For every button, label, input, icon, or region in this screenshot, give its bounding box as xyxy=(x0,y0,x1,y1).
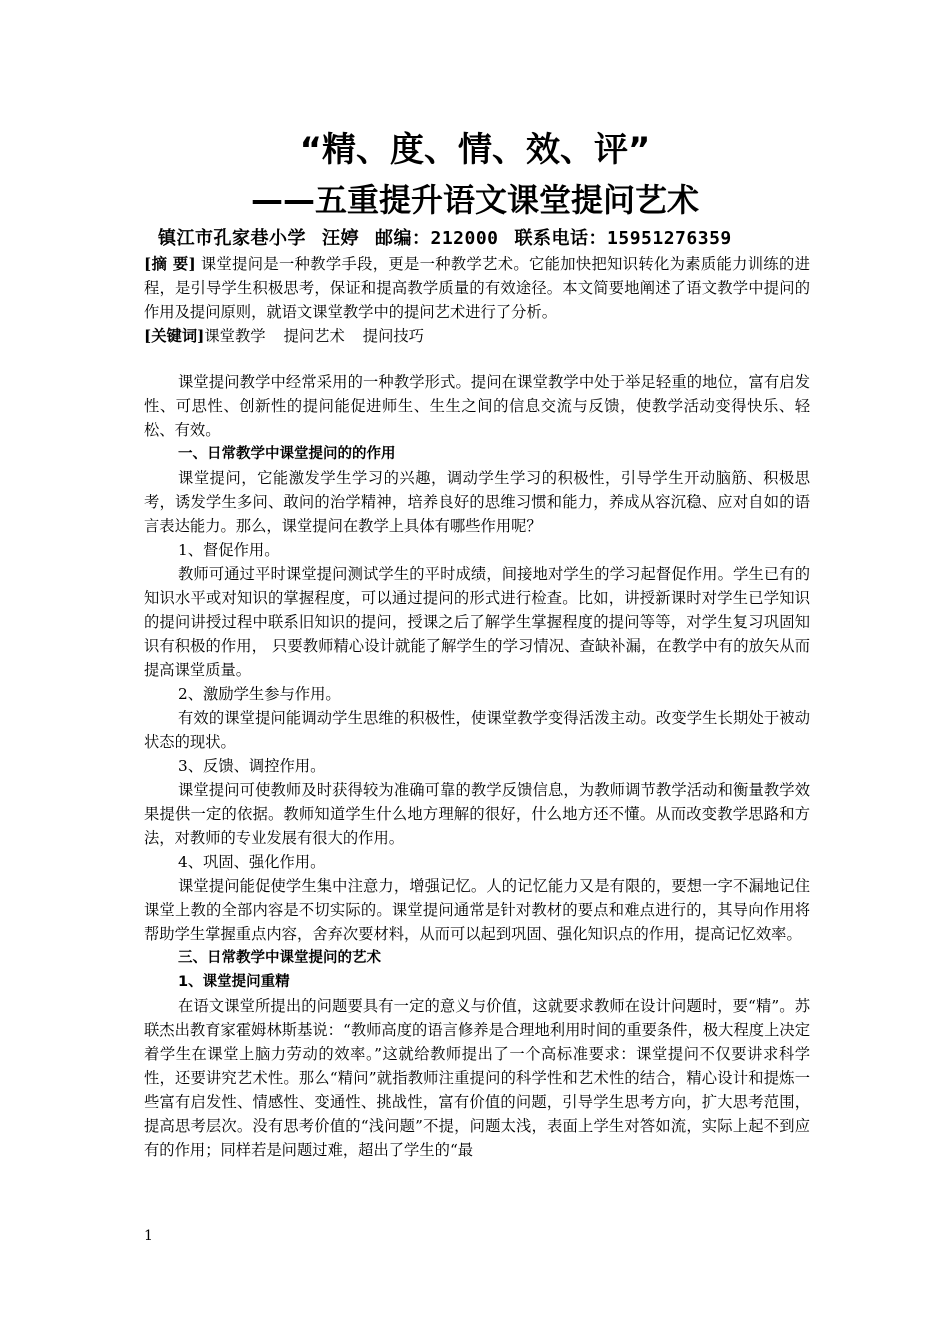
paragraph: 课堂提问可使教师及时获得较为准确可靠的教学反馈信息，为教师调节教学活动和衡量教学效果提供一定的依据。教师知道学生什么地方理解的很好，什么地方还不懂。从而改变教学思路和方法，对教师的专业发展有很大的作用。 xyxy=(144,781,810,847)
paragraph: 在语文课堂所提出的问题要具有一定的意义与价值，这就要求教师在设计问题时，要“精”。苏联杰出教育家霍姆林斯基说：“教师高度的语言修养是合理地利用时间的重要条件，极大程度上决定着学生在课堂上脑力劳动的效率。”这就给教师提出了一个高标准要求：课堂提问不仅要讲求科学性，还要讲究艺术性。那么“精问”就指教师注重提问的科学性和艺术性的结合，精心设计和提炼一些富有启发性、情感性、变通性、挑战性，富有价值的问题，引导学生思考方向，扩大思考范围，提高思考层次。没有思考价值的“浅问题”不提，问题太浅，表面上学生对答如流，实际上起不到应有的作用；同样若是问题过难，超出了学生的“最 xyxy=(144,997,810,1159)
item-title: 1、督促作用。 xyxy=(178,541,280,559)
page-number: 1 xyxy=(144,1228,153,1244)
paragraph: 有效的课堂提问能调动学生思维的积极性，使课堂教学变得活泼主动。改变学生长期处于被动状态的现状。 xyxy=(144,709,810,751)
abstract xyxy=(144,252,810,324)
keyword: 课堂教学 xyxy=(204,327,266,345)
document-body xyxy=(144,252,810,1162)
paragraph: 课堂提问能促使学生集中注意力，增强记忆。人的记忆能力又是有限的，要想一字不漏地记住课堂上教的全部内容是不切实际的。课堂提问通常是针对教材的要点和难点进行的，其导向作用将帮助学生掌握重点内容，舍弃次要材料，从而可以起到巩固、强化知识点的作用，提高记忆效率。 xyxy=(144,877,810,943)
author-school: 镇江市孔家巷小学 xyxy=(158,228,306,249)
keywords-label: [关键词] xyxy=(144,327,205,345)
item-title: 2、激励学生参与作用。 xyxy=(178,685,341,703)
item-title: 4、巩固、强化作用。 xyxy=(178,853,326,871)
keywords xyxy=(144,324,810,348)
document-title: “精、度、情、效、评” xyxy=(299,130,651,170)
intro-paragraph: 课堂提问教学中经常采用的一种教学形式。提问在课堂教学中处于举足轻重的地位，富有启发性、可思性、创新性的提问能促进师生、生生之间的信息交流与反馈，使教学活动变得快乐、轻松、有效。 xyxy=(144,373,810,439)
author-phone: 联系电话：15951276359 xyxy=(514,228,732,249)
keyword: 提问技巧 xyxy=(362,327,424,345)
abstract-label: [摘 要] xyxy=(144,255,196,273)
author-postcode: 邮编：212000 xyxy=(375,228,499,249)
section-heading: 一、日常教学中课堂提问的的作用 xyxy=(178,446,396,462)
document-subtitle: ——五重提升语文课堂提问艺术 xyxy=(250,181,699,219)
paragraph: 教师可通过平时课堂提问测试学生的平时成绩，间接地对学生的学习起督促作用。学生已有的知识水平或对知识的掌握程度，可以通过提问的形式进行检查。比如，讲授新课时对学生已学知识的提问讲授过程中联系旧知识的提问，授课之后了解学生掌握程度的提问等等，对学生复习巩固知识有积极的作用， 只要教师精心设计就能了解学生的学习情况、查缺补漏，在教学中有的放矢从而提高课堂质量。 xyxy=(144,565,810,679)
subsection-heading: 1、课堂提问重精 xyxy=(178,974,290,990)
paragraph: 课堂提问，它能激发学生学习的兴趣，调动学生学习的积极性，引导学生开动脑筋、积极思考，诱发学生多问、敢问的治学精神，培养良好的思维习惯和能力，养成从容沉稳、应对自如的语言表达能力。那么，课堂提问在教学上具体有哪些作用呢？ xyxy=(144,469,810,535)
item-title: 3、反馈、调控作用。 xyxy=(178,757,326,775)
author-line xyxy=(158,226,748,252)
keyword: 提问艺术 xyxy=(283,327,345,345)
section-heading: 三、日常教学中课堂提问的艺术 xyxy=(178,950,381,966)
author-name: 汪婷 xyxy=(322,228,359,249)
abstract-text: 课堂提问是一种教学手段，更是一种教学艺术。它能加快把知识转化为素质能力训练的进程，是引导学生积极思考，保证和提高教学质量的有效途径。本文简要地阐述了语文教学中提问的作用及提问原则，就语文课堂教学中的提问艺术进行了分析。 xyxy=(144,255,810,321)
